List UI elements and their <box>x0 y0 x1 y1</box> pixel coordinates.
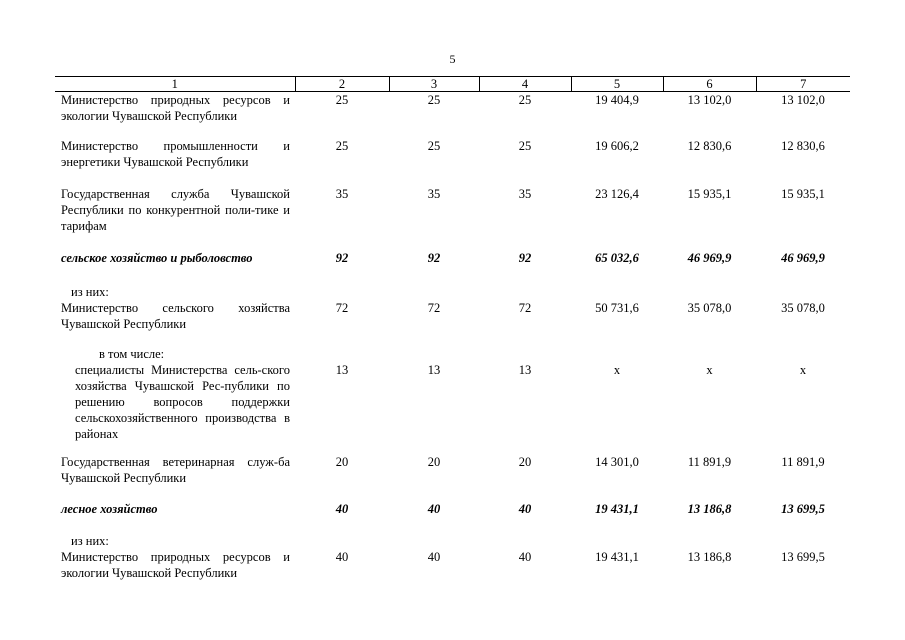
table-row <box>55 346 850 454</box>
table-row <box>55 92 850 139</box>
row-name-cell <box>55 284 295 346</box>
cell-col5: 14 301,0 <box>595 455 639 469</box>
cell-col6: х <box>706 363 713 377</box>
cell-col3: 72 <box>427 301 441 315</box>
cell-col6: 13 102,0 <box>687 93 732 107</box>
cell-col7: 35 078,0 <box>781 301 825 315</box>
cell-col6: 46 969,9 <box>687 251 732 265</box>
cell-col3: 92 <box>427 251 441 265</box>
table-row <box>55 186 850 250</box>
column-header: 5 <box>571 77 663 92</box>
cell-col5: 19 404,9 <box>595 93 639 107</box>
table-row <box>55 454 850 501</box>
section-row <box>55 250 850 284</box>
cell-col5: 19 606,2 <box>595 139 639 153</box>
table-row <box>55 533 850 581</box>
cell-col7: 13 699,5 <box>781 550 825 564</box>
column-header: 6 <box>663 77 756 92</box>
cell-col4: 25 <box>518 139 532 153</box>
cell-col2: 25 <box>335 139 349 153</box>
cell-col6: 15 935,1 <box>687 187 732 201</box>
column-header: 7 <box>756 77 850 92</box>
cell-col2: 35 <box>335 187 349 201</box>
cell-col2: 92 <box>335 251 349 265</box>
cell-col4: 13 <box>518 363 532 377</box>
column-header: 1 <box>55 77 295 92</box>
cell-col5: 23 126,4 <box>595 187 639 201</box>
row-lead: из них: <box>71 534 109 548</box>
cell-col6: 11 891,9 <box>687 455 732 469</box>
cell-col2: 72 <box>335 301 349 315</box>
row-lead: из них: <box>71 285 109 299</box>
cell-col3: 20 <box>427 455 441 469</box>
cell-col4: 72 <box>518 301 532 315</box>
cell-col4: 40 <box>518 550 532 564</box>
cell-col4: 35 <box>518 187 532 201</box>
cell-col7: 12 830,6 <box>781 139 825 153</box>
cell-col7: 13 102,0 <box>781 93 825 107</box>
cell-col7: 11 891,9 <box>781 455 825 469</box>
column-header: 2 <box>295 77 389 92</box>
cell-col6: 12 830,6 <box>687 139 732 153</box>
cell-col7: 13 699,5 <box>781 502 825 516</box>
row-name: специалисты Министерства сель-ского хозяйства Чувашской Рес-публики по решению вопросов поддержки сельскохозяйственного производства в районах <box>75 363 290 441</box>
row-name-cell <box>55 533 295 581</box>
row-name: Государственная ветеринарная служ-ба Чувашской Республики <box>61 455 290 485</box>
row-lead: в том числе: <box>99 347 165 361</box>
row-name: Министерство природных ресурсов и экологии Чувашской Республики <box>61 550 290 580</box>
cell-col5: 50 731,6 <box>595 301 639 315</box>
cell-col3: 35 <box>427 187 441 201</box>
cell-col3: 40 <box>427 550 441 564</box>
cell-col7: 15 935,1 <box>781 187 825 201</box>
row-name: Министерство природных ресурсов и экологии Чувашской Республики <box>61 93 290 123</box>
row-name: Министерство сельского хозяйства Чувашской Республики <box>61 301 290 331</box>
cell-col3: 25 <box>427 139 441 153</box>
cell-col4: 25 <box>518 93 532 107</box>
cell-col3: 25 <box>427 93 441 107</box>
cell-col7: х <box>799 363 807 377</box>
row-name-cell <box>55 346 295 454</box>
cell-col6: 13 186,8 <box>687 502 732 516</box>
section-name: лесное хозяйство <box>61 502 158 516</box>
cell-col4: 20 <box>518 455 532 469</box>
cell-col2: 25 <box>335 93 349 107</box>
cell-col3: 40 <box>427 502 441 516</box>
cell-col2: 40 <box>335 550 349 564</box>
cell-col7: 46 969,9 <box>781 251 825 265</box>
cell-col2: 20 <box>335 455 349 469</box>
section-name: сельское хозяйство и рыболовство <box>61 251 253 265</box>
row-name: Государственная служба Чувашской Республики по конкурентной поли-тике и тарифам <box>61 187 290 233</box>
cell-col4: 92 <box>518 251 532 265</box>
cell-col5: 19 431,1 <box>595 502 639 516</box>
data-table <box>55 76 850 581</box>
page-number: 5 <box>449 52 456 66</box>
cell-col2: 13 <box>335 363 349 377</box>
cell-col6: 35 078,0 <box>687 301 732 315</box>
column-header: 4 <box>479 77 571 92</box>
cell-col3: 13 <box>427 363 441 377</box>
cell-col2: 40 <box>335 502 349 516</box>
cell-col5: х <box>613 363 621 377</box>
table-row <box>55 284 850 346</box>
table-row <box>55 138 850 186</box>
cell-col5: 19 431,1 <box>595 550 639 564</box>
cell-col6: 13 186,8 <box>687 550 732 564</box>
header-row <box>55 77 850 92</box>
row-name: Министерство промышленности и энергетики Чувашской Республики <box>61 139 290 169</box>
section-row <box>55 501 850 533</box>
cell-col4: 40 <box>518 502 532 516</box>
cell-col5: 65 032,6 <box>595 251 639 265</box>
column-header: 3 <box>389 77 479 92</box>
